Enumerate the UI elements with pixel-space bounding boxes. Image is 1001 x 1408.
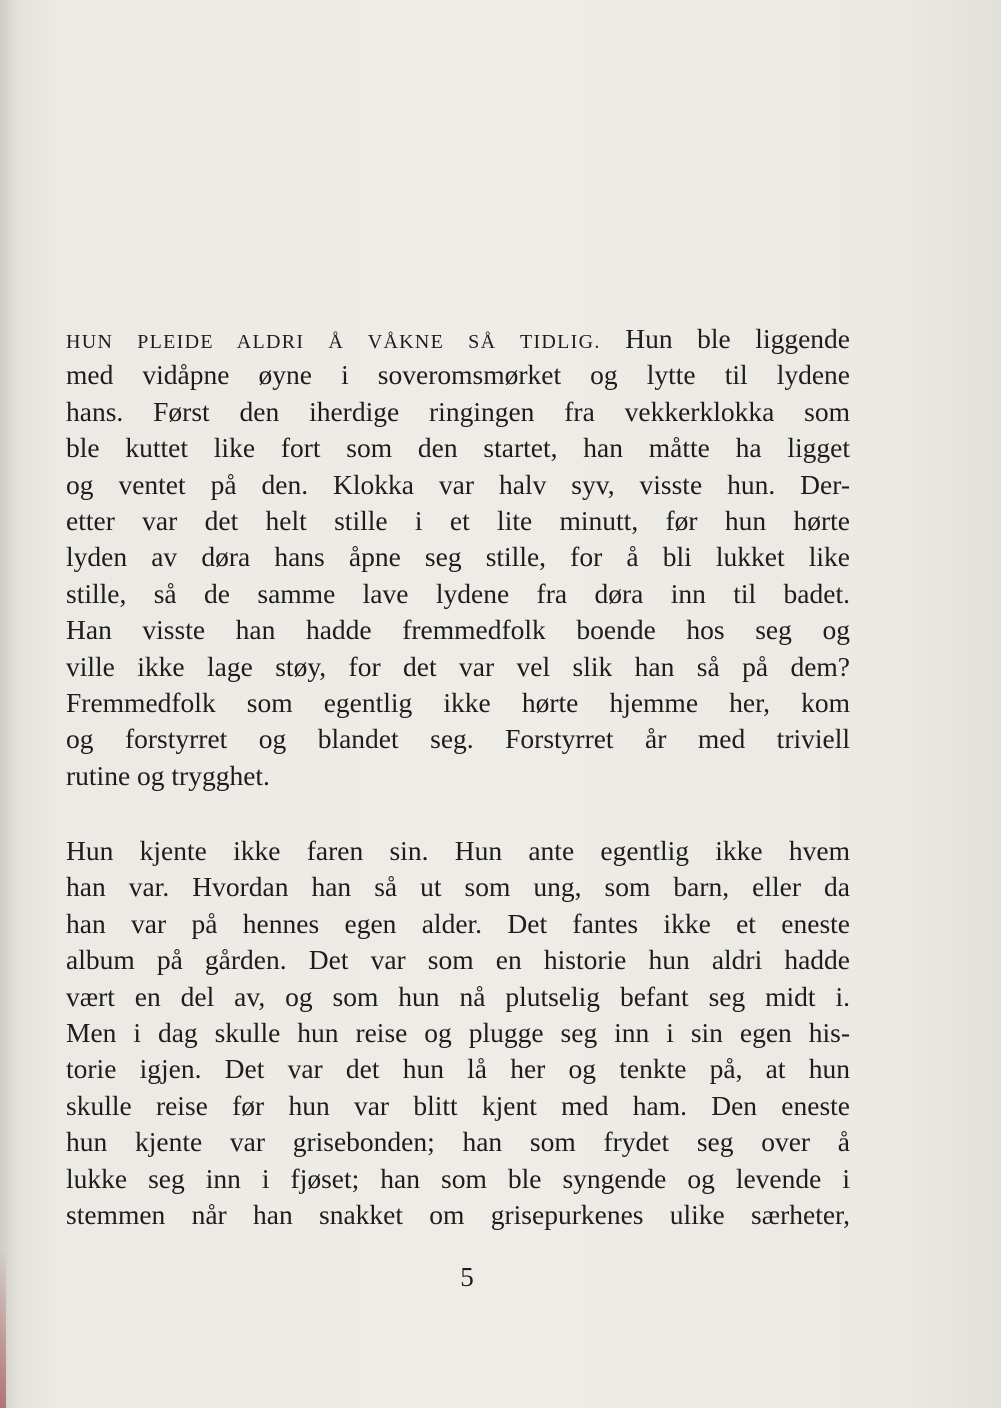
paragraph-line: album på gården. Det var som en historie hun aldri hadde <box>66 944 850 976</box>
paragraph-line: Men i dag skulle hun reise og plugge seg inn i sin egen his- <box>66 1016 850 1048</box>
opening-smallcaps: HUN PLEIDE ALDRI Å VÅKNE SÅ TIDLIG. <box>66 331 601 353</box>
paragraph-line: skulle reise før hun var blitt kjent med ham. Den eneste <box>66 1089 850 1121</box>
paragraph-line: lyden av døra hans åpne seg stille, for å bli lukket like <box>66 541 850 573</box>
paragraph-line: med vidåpne øyne i soveromsmørket og lytte til lydene <box>66 359 850 391</box>
paragraph-line: lukke seg inn i fjøset; han som ble syngende og levende i <box>66 1162 850 1194</box>
paragraph-line: hun kjente var grisebonden; han som frydet seg over å <box>66 1126 850 1158</box>
paragraph-line: Fremmedfolk som egentlig ikke hørte hjemme her, kom <box>66 686 850 718</box>
paragraph-line: ble kuttet like fort som den startet, han måtte ha ligget <box>66 432 850 464</box>
paragraph-line: Han visste han hadde fremmedfolk boende hos seg og <box>66 614 850 646</box>
paragraph-line <box>66 321 850 357</box>
paragraph-line: Hun kjente ikke faren sin. Hun ante egentlig ikke hvem <box>66 835 850 866</box>
paragraph-line: vært en del av, og som hun nå plutselig befant seg midt i. <box>66 980 850 1012</box>
paragraph-line: stemmen når han snakket om grisepurkenes ulike særheter, <box>66 1198 850 1230</box>
paragraph-line: hans. Først den iherdige ringingen fra vekkerklokka som <box>66 395 850 427</box>
paragraph-line: han var på hennes egen alder. Det fantes ikke et eneste <box>66 907 850 939</box>
paragraph-line: han var. Hvordan han så ut som ung, som barn, eller da <box>66 871 850 903</box>
paragraph-line-text: Hun ble liggende <box>600 323 850 354</box>
paragraph-line: stille, så de samme lave lydene fra døra inn til badet. <box>66 577 850 609</box>
paragraph-line: rutine og trygghet. <box>66 759 270 791</box>
paragraph-2 <box>66 833 850 1233</box>
paragraph-line: torie igjen. Det var det hun lå her og tenkte på, at hun <box>66 1053 850 1085</box>
paragraph-line: og forstyrret og blandet seg. Forstyrret år med triviell <box>66 723 850 755</box>
paragraph-1 <box>66 321 850 794</box>
paragraph-line: etter var det helt stille i et lite minutt, før hun hørte <box>66 504 850 536</box>
page-number: 5 <box>460 1262 474 1292</box>
paragraph-line: og ventet på den. Klokka var halv syv, visste hun. Der- <box>66 468 850 500</box>
paragraph-line: ville ikke lage støy, for det var vel slik han så på dem? <box>66 650 850 682</box>
